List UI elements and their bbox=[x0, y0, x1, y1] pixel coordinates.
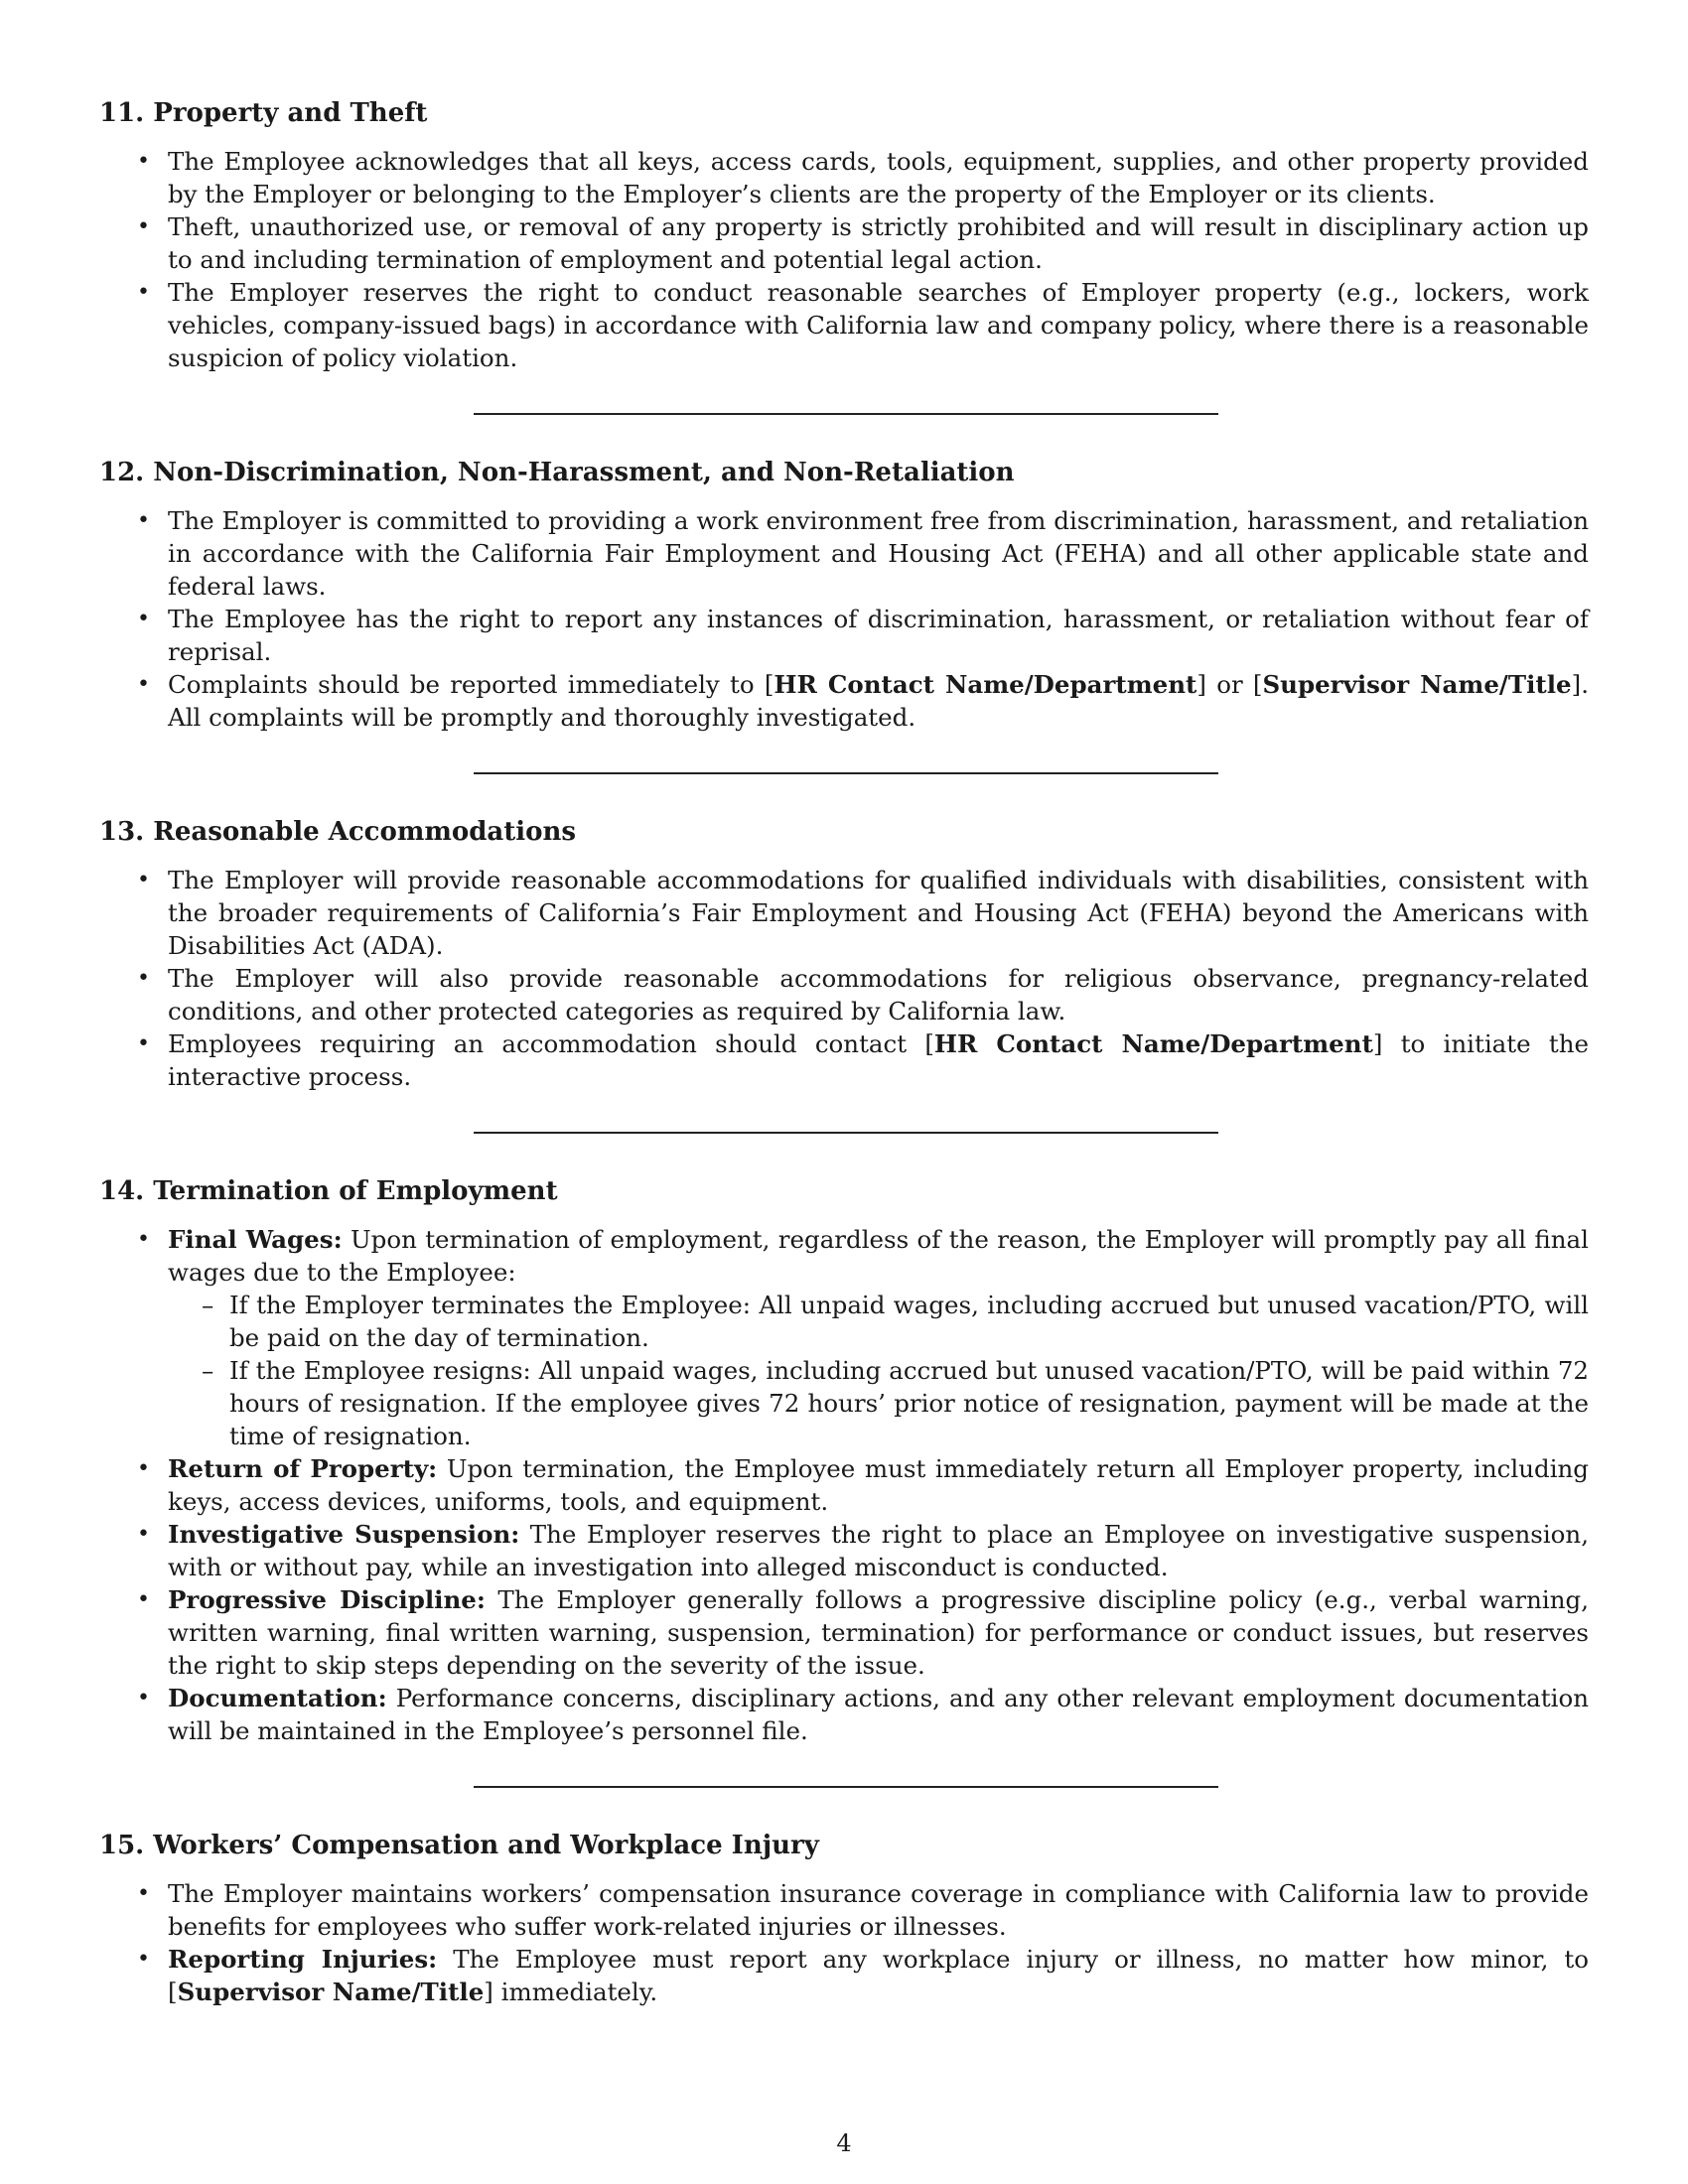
section-title: 15. Workers’ Compensation and Workplace Injury bbox=[99, 1831, 819, 1860]
section-title: 12. Non-Discrimination, Non-Harassment, and Non-Retaliation bbox=[99, 458, 1015, 487]
bullet-list bbox=[99, 504, 1589, 734]
list-item: • The Employer is committed to providing a work environment free from discrimination, harassment, and retaliation in accordance with the California Fair Employment and Housing Act (FEHA) and all other applicable state and federal laws. bbox=[99, 504, 1589, 603]
item-text: ] to initiate the interactive process. bbox=[168, 1029, 1589, 1091]
list-item bbox=[99, 668, 1589, 734]
list-item bbox=[99, 1583, 1589, 1682]
list-item: • The Employer maintains workers’ compensation insurance coverage in compliance with California law to provide benefits for employees who suffer work-related injuries or illnesses. bbox=[99, 1877, 1589, 1943]
section-title: 11. Property and Theft bbox=[99, 98, 428, 128]
item-label: Documentation: bbox=[168, 1684, 387, 1712]
item-text: Upon termination, the Employee must immediately return all Employer property, including keys, access devices, uniforms, tools, and equipment. bbox=[168, 1454, 1589, 1516]
item-label: Final Wages: bbox=[168, 1225, 343, 1254]
item-text: ] or [ bbox=[1196, 670, 1263, 699]
item-text: Performance concerns, disciplinary actions, and any other relevant employment documentation will be maintained in the Employee’s personnel file. bbox=[168, 1684, 1589, 1745]
item-label: Reporting Injuries: bbox=[168, 1945, 438, 1974]
section-divider bbox=[474, 1786, 1218, 1788]
placeholder-supervisor: Supervisor Name/Title bbox=[177, 1978, 485, 2006]
placeholder-supervisor: Supervisor Name/Title bbox=[1262, 670, 1572, 699]
list-item-final-wages bbox=[99, 1223, 1589, 1452]
section-non-discrimination bbox=[99, 457, 1589, 734]
item-text: ] immediately. bbox=[484, 1978, 658, 2006]
sub-list-item: – If the Employee resigns: All unpaid wages, including accrued but unused vacation/PTO, will be paid within 72 hours of resignation. If the employee gives 72 hours’ prior notice of resignation, payment will be made at the time of resignation. bbox=[168, 1354, 1589, 1452]
list-item bbox=[99, 1518, 1589, 1583]
placeholder-hr-contact: HR Contact Name/Department bbox=[774, 670, 1197, 699]
document-content bbox=[99, 97, 1589, 2008]
item-text: The Employer reserves the right to place an Employee on investigative suspension, with or without pay, while an investigation into alleged misconduct is conducted. bbox=[168, 1520, 1589, 1581]
list-item: • Theft, unauthorized use, or removal of any property is strictly prohibited and will result in disciplinary action up to and including termination of employment and potential legal action. bbox=[99, 210, 1589, 276]
bullet-list bbox=[99, 145, 1589, 374]
bullet-list bbox=[99, 1877, 1589, 2008]
section-title: 14. Termination of Employment bbox=[99, 1176, 558, 1206]
list-item bbox=[99, 1027, 1589, 1093]
item-text: ]. All complaints will be promptly and thoroughly investigated. bbox=[168, 670, 1589, 732]
placeholder-hr-contact: HR Contact Name/Department bbox=[933, 1029, 1373, 1058]
section-divider bbox=[474, 772, 1218, 774]
item-label: Return of Property: bbox=[168, 1454, 438, 1483]
bullet-list bbox=[99, 1223, 1589, 1747]
list-item: • The Employer will also provide reasonable accommodations for religious observance, pregnancy-related conditions, and other protected categories as required by California law. bbox=[99, 962, 1589, 1027]
sub-list-item: – If the Employer terminates the Employee: All unpaid wages, including accrued but unused vacation/PTO, will be paid on the day of termination. bbox=[168, 1289, 1589, 1354]
item-text: The Employee must report any workplace injury or illness, no matter how minor, to [ bbox=[168, 1945, 1589, 2006]
sub-list bbox=[168, 1289, 1589, 1452]
item-text: Complaints should be reported immediately to [ bbox=[168, 670, 774, 699]
list-item bbox=[99, 1452, 1589, 1518]
list-item: • The Employee has the right to report any instances of discrimination, harassment, or retaliation without fear of reprisal. bbox=[99, 603, 1589, 668]
item-text: Upon termination of employment, regardless of the reason, the Employer will promptly pay all final wages due to the Employee: bbox=[168, 1225, 1589, 1287]
item-text: Employees requiring an accommodation should contact [ bbox=[168, 1029, 934, 1058]
list-item bbox=[99, 1943, 1589, 2008]
section-reasonable-accommodations bbox=[99, 816, 1589, 1093]
page-number: 4 bbox=[836, 2129, 852, 2157]
section-divider bbox=[474, 413, 1218, 415]
list-item: • The Employer will provide reasonable accommodations for qualified individuals with disabilities, consistent with the broader requirements of California’s Fair Employment and Housing Act (FEHA) beyond the Americans with Disabilities Act (ADA). bbox=[99, 864, 1589, 962]
item-text: The Employer generally follows a progressive discipline policy (e.g., verbal warning, written warning, final written warning, suspension, termination) for performance or conduct issues, but reserves the right to skip steps depending on the severity of the issue. bbox=[168, 1585, 1589, 1680]
item-label: Investigative Suspension: bbox=[168, 1520, 520, 1549]
section-workers-compensation bbox=[99, 1830, 1589, 2008]
list-item: • The Employer reserves the right to conduct reasonable searches of Employer property (e.g., lockers, work vehicles, company-issued bags) in accordance with California law and company policy, where there is a reasonable suspicion of policy violation. bbox=[99, 276, 1589, 374]
bullet-list bbox=[99, 864, 1589, 1093]
section-title: 13. Reasonable Accommodations bbox=[99, 817, 576, 847]
section-property-and-theft bbox=[99, 97, 1589, 374]
section-termination bbox=[99, 1175, 1589, 1747]
list-item bbox=[99, 1682, 1589, 1747]
list-item: • The Employee acknowledges that all keys, access cards, tools, equipment, supplies, and other property provided by the Employer or belonging to the Employer’s clients are the property of the Employer or its clients. bbox=[99, 145, 1589, 210]
item-label: Progressive Discipline: bbox=[168, 1585, 486, 1614]
section-divider bbox=[474, 1132, 1218, 1134]
